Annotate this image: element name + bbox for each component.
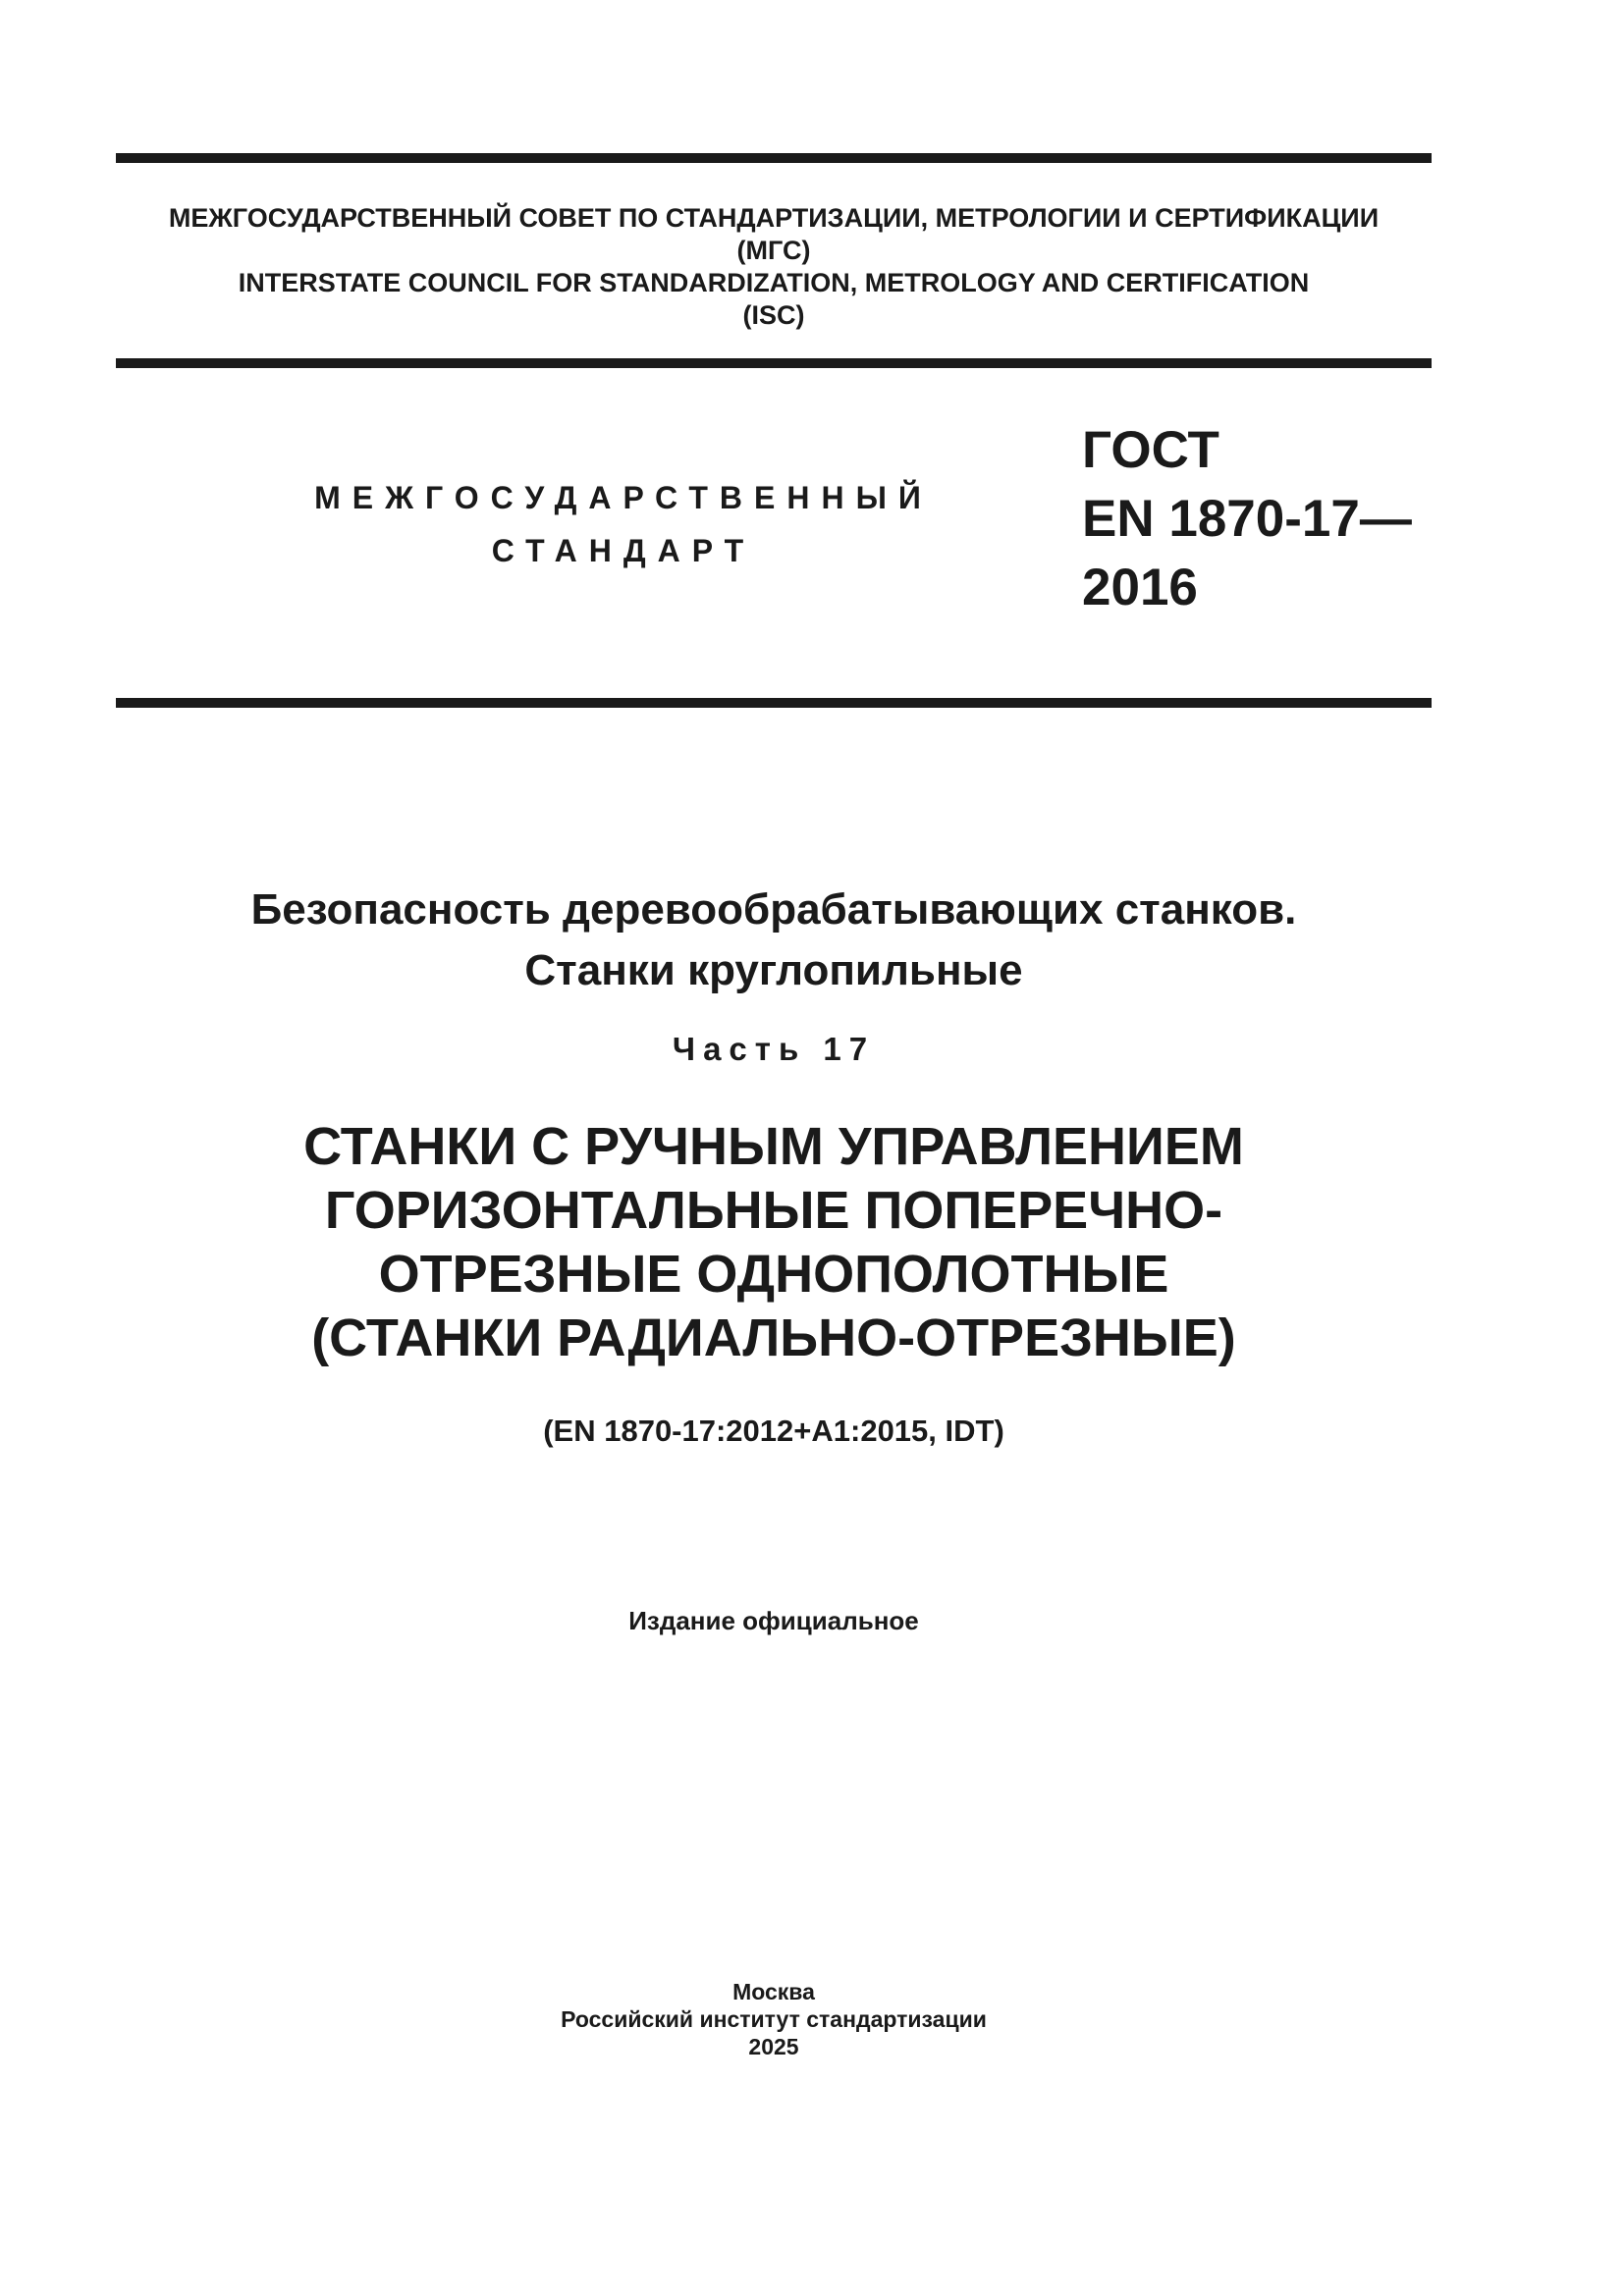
- council-rule: [116, 358, 1432, 368]
- edition-label: Издание официальное: [628, 1606, 919, 1635]
- designation-line1: ГОСТ: [1082, 421, 1219, 479]
- subtitle-line2: ГОРИЗОНТАЛЬНЫЕ ПОПЕРЕЧНО-: [324, 1181, 1223, 1240]
- subtitle-line1: СТАНКИ С РУЧНЫМ УПРАВЛЕНИЕМ: [303, 1117, 1244, 1176]
- document-title: [116, 880, 1432, 1001]
- imprint-city: Москва: [732, 1979, 815, 2004]
- title-line1: Безопасность деревообрабатывающих станков.: [250, 885, 1297, 934]
- designation-line2: EN 1870-17—: [1082, 490, 1412, 548]
- council-name-ru: МЕЖГОСУДАРСТВЕННЫЙ СОВЕТ ПО СТАНДАРТИЗАЦИИ, МЕТРОЛОГИИ И СЕРТИФИКАЦИИ: [168, 203, 1380, 233]
- header-bottom-rule: [116, 698, 1432, 708]
- equivalence-note: (EN 1870-17:2012+A1:2015, IDT): [543, 1414, 1004, 1448]
- imprint-publisher: Российский институт стандартизации: [561, 2006, 987, 2032]
- council-name-en: INTERSTATE COUNCIL FOR STANDARDIZATION, METROLOGY AND CERTIFICATION: [238, 268, 1310, 297]
- council-abbr-ru: (МГС): [736, 236, 811, 265]
- standard-designation: [1082, 416, 1412, 622]
- part-number: Часть 17: [672, 1031, 876, 1067]
- standard-type-line1: МЕЖГОСУДАРСТВЕННЫЙ: [314, 480, 933, 515]
- imprint-year: 2025: [748, 2034, 799, 2059]
- top-rule: [116, 153, 1432, 163]
- designation-line3: 2016: [1082, 559, 1198, 616]
- standard-type-line2: СТАНДАРТ: [491, 533, 756, 568]
- standard-type: [285, 471, 962, 577]
- subtitle-line3: ОТРЕЗНЫЕ ОДНОПОЛОТНЫЕ: [378, 1245, 1169, 1304]
- imprint: [116, 1978, 1432, 2060]
- council-header: [116, 202, 1432, 332]
- council-abbr-en: (ISC): [742, 300, 805, 330]
- title-line2: Станки круглопильные: [524, 946, 1023, 994]
- document-subtitle: [116, 1115, 1432, 1370]
- subtitle-line4: (СТАНКИ РАДИАЛЬНО-ОТРЕЗНЫЕ): [311, 1308, 1236, 1367]
